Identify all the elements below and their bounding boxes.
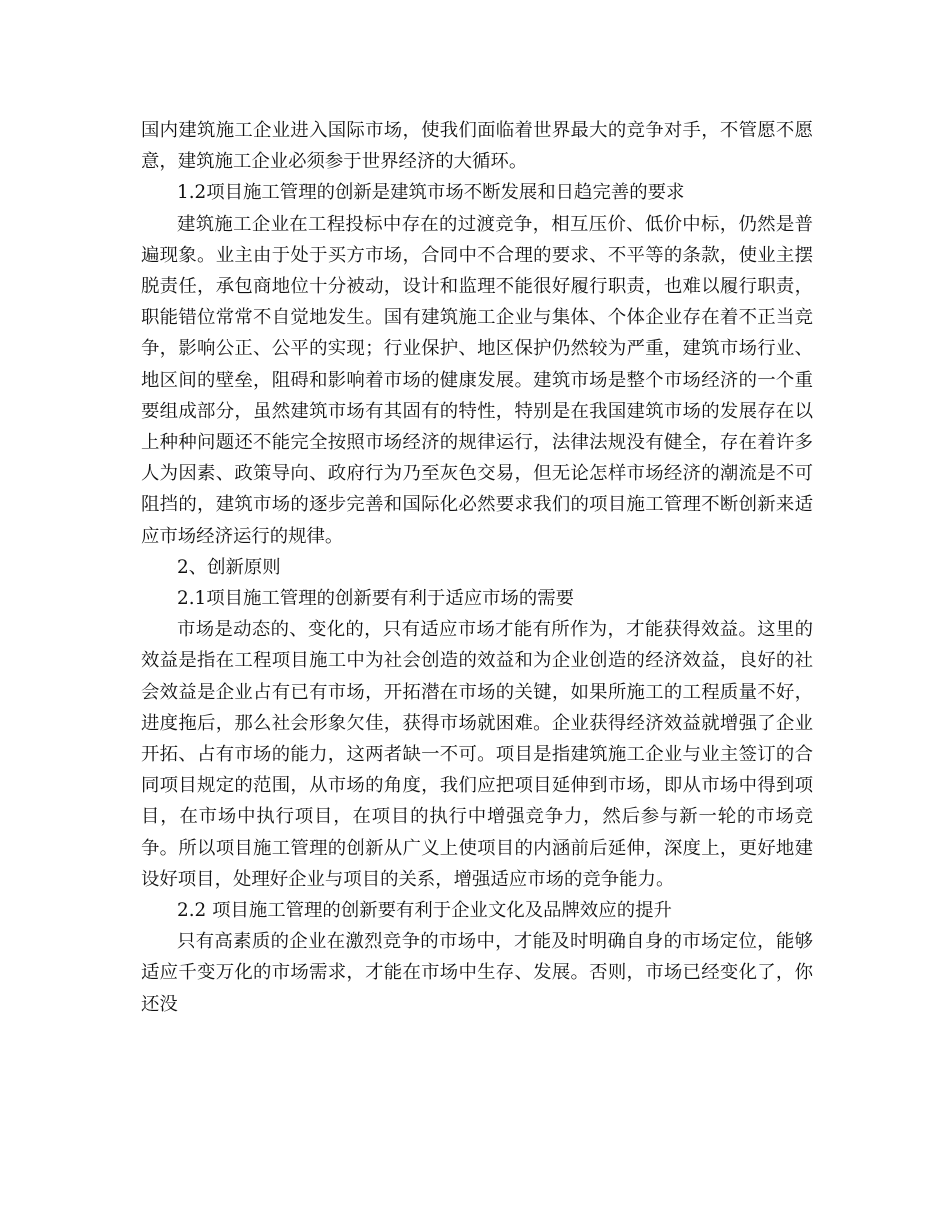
paragraph-intro-continued: 国内建筑施工企业进入国际市场，使我们面临着世界最大的竞争对手，不管愿不愿意，建筑施工企业必须参于世界经济的大循环。	[141, 120, 813, 173]
section-heading-2-2: 2.2 项目施工管理的创新要有利于企业文化及品牌效应的提升	[177, 900, 672, 922]
document-body	[141, 115, 813, 1020]
section-heading-2-1: 2.1项目施工管理的创新要有利于适应市场的需要	[177, 588, 575, 610]
section-heading-2: 2、创新原则	[177, 556, 281, 578]
paragraph-market-benefit: 市场是动态的、变化的，只有适应市场才能有所作为，才能获得效益。这里的效益是指在工程项目施工中为社会创造的效益和为企业创造的经济效益，良好的社会效益是企业占有已有市场，开拓潜在市场的关键，如果所施工的工程质量不好，进度拖后，那么社会形象欠佳，获得市场就困难。企业获得经济效益就增强了企业开拓、占有市场的能力，这两者缺一不可。项目是指建筑施工企业与业主签订的合同项目规定的范围，从市场的角度，我们应把项目延伸到市场，即从市场中得到项目，在市场中执行项目，在项目的执行中增强竞争力，然后参与新一轮的市场竞争。所以项目施工管理的创新从广义上使项目的内涵前后延伸，深度上，更好地建设好项目，处理好企业与项目的关系，增强适应市场的竞争能力。	[141, 619, 813, 890]
paragraph-enterprise-quality: 只有高素质的企业在激烈竞争的市场中，才能及时明确自身的市场定位，能够适应千变万化的市场需求，才能在市场中生存、发展。否则，市场已经变化了，你还没	[141, 931, 813, 1015]
section-heading-1-2: 1.2项目施工管理的创新是建筑市场不断发展和日趋完善的要求	[177, 182, 685, 204]
paragraph-market-conditions: 建筑施工企业在工程投标中存在的过渡竞争，相互压价、低价中标，仍然是普遍现象。业主由于处于买方市场，合同中不合理的要求、不平等的条款，使业主摆脱责任，承包商地位十分被动，设计和监理不能很好履行职责，也难以履行职责，职能错位常常不自觉地发生。国有建筑施工企业与集体、个体企业存在着不正当竞争，影响公正、公平的实现；行业保护、地区保护仍然较为严重，建筑市场行业、地区间的壁垒，阻碍和影响着市场的健康发展。建筑市场是整个市场经济的一个重要组成部分，虽然建筑市场有其固有的特性，特别是在我国建筑市场的发展存在以上种种问题还不能完全按照市场经济的规律运行，法律法规没有健全，存在着许多人为因素、政策导向、政府行为乃至灰色交易，但无论怎样市场经济的潮流是不可阻挡的，建筑市场的逐步完善和国际化必然要求我们的项目施工管理不断创新来适应市场经济运行的规律。	[141, 213, 813, 547]
